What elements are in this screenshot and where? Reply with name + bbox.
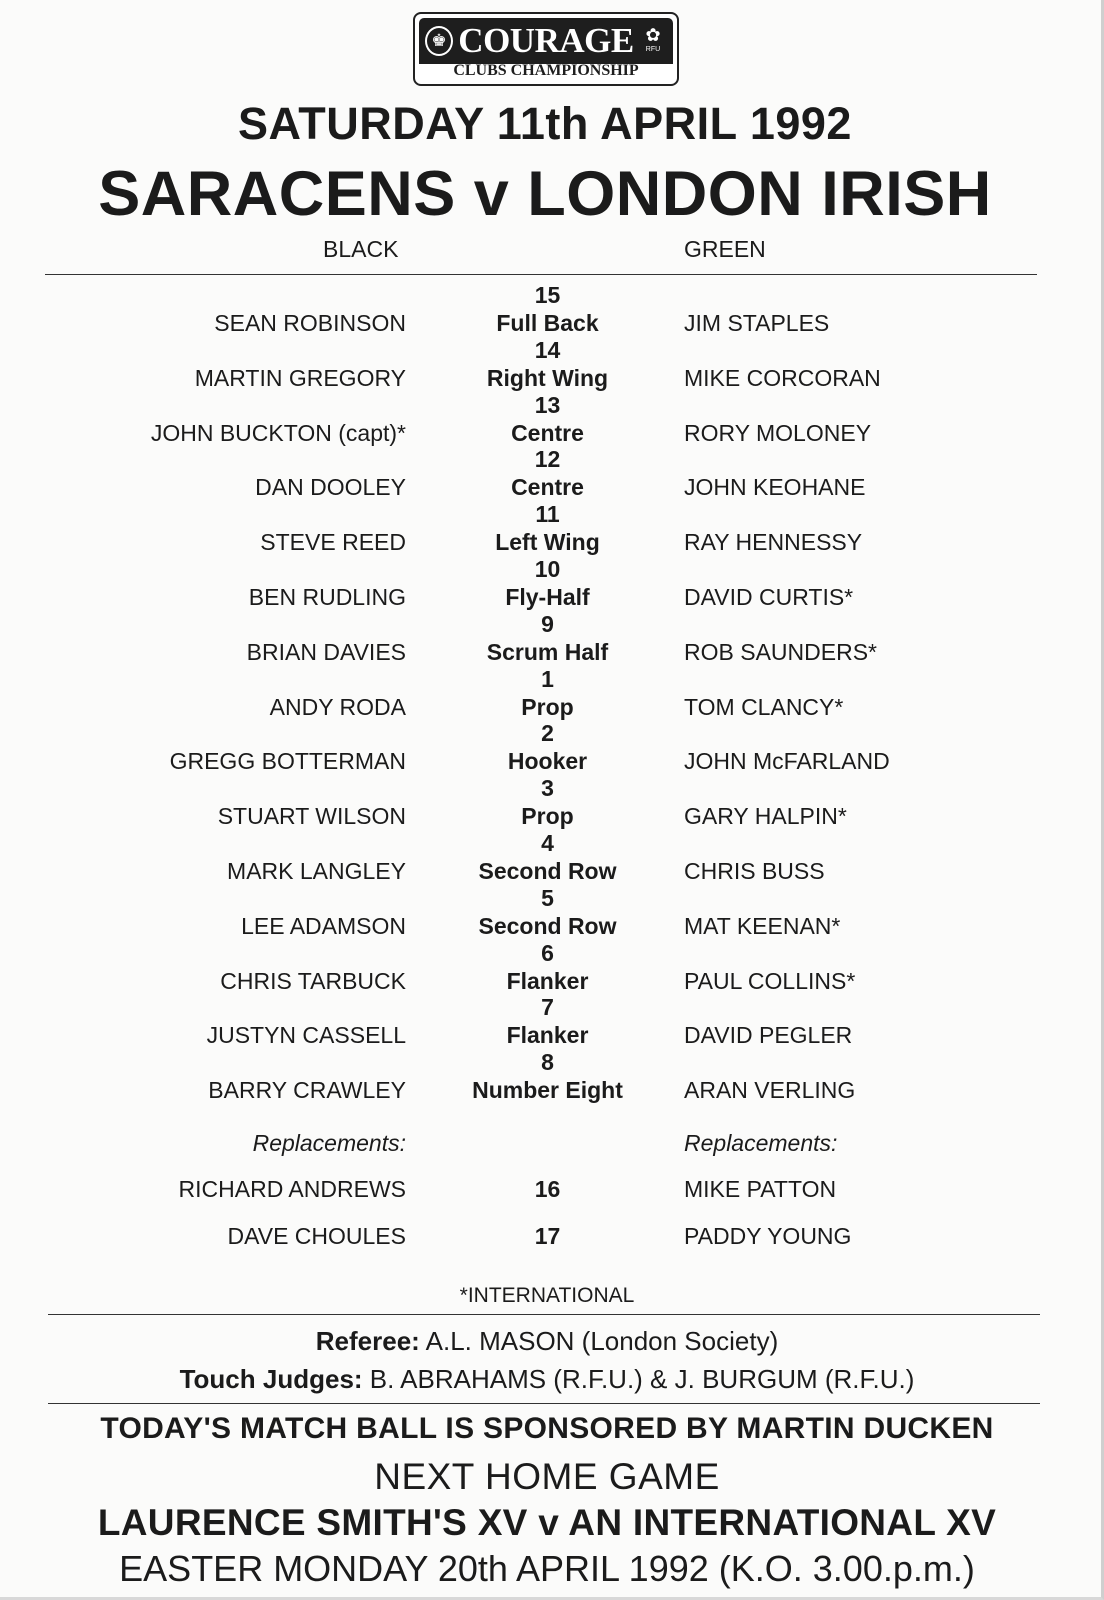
position-number: 5 bbox=[541, 884, 554, 911]
next-home-game-match: LAURENCE SMITH'S XV v AN INTERNATIONAL XV bbox=[97, 1502, 997, 1543]
next-home-game-label: NEXT HOME GAME bbox=[374, 1456, 720, 1497]
position-name: Centre bbox=[511, 474, 584, 501]
position-name: Prop bbox=[521, 693, 574, 720]
away-player: MIKE CORCORAN bbox=[684, 364, 881, 391]
home-player: ANDY RODA bbox=[269, 693, 406, 720]
home-player: MARTIN GREGORY bbox=[194, 364, 406, 391]
home-player: STEVE REED bbox=[260, 529, 406, 556]
courage-logo bbox=[413, 12, 679, 86]
home-player: MARK LANGLEY bbox=[227, 858, 406, 884]
position-number: 3 bbox=[541, 775, 554, 802]
position-number: 11 bbox=[535, 501, 560, 528]
away-player: RAY HENNESSY bbox=[684, 529, 863, 556]
away-player: ROB SAUNDERS* bbox=[684, 638, 877, 665]
match-title: SARACENS v LONDON IRISH bbox=[98, 159, 992, 229]
match-ball-sponsor: TODAY'S MATCH BALL IS SPONSORED BY MARTIN DUCKEN bbox=[100, 1412, 994, 1445]
position-name: Number Eight bbox=[472, 1077, 623, 1104]
away-replacement: PADDY YOUNG bbox=[684, 1223, 852, 1249]
position-name: Prop bbox=[521, 803, 574, 830]
home-player: LEE ADAMSON bbox=[241, 912, 406, 939]
position-number: 15 bbox=[534, 282, 561, 308]
position-name: Flanker bbox=[506, 967, 589, 994]
home-player: GREGG BOTTERMAN bbox=[169, 748, 406, 775]
away-player: PAUL COLLINS* bbox=[684, 967, 856, 994]
position-name: Fly-Half bbox=[505, 584, 590, 610]
referee-label: Referee: bbox=[315, 1326, 420, 1356]
home-player: JOHN BUCKTON (capt)* bbox=[150, 419, 406, 446]
home-player: BRIAN DAVIES bbox=[246, 638, 406, 665]
position-name: Centre bbox=[511, 419, 584, 446]
position-number: 2 bbox=[541, 720, 554, 747]
away-player: GARY HALPIN* bbox=[684, 803, 847, 830]
home-player: CHRIS TARBUCK bbox=[220, 967, 406, 994]
away-player: DAVID CURTIS* bbox=[684, 584, 854, 610]
away-colour: GREEN bbox=[684, 236, 766, 262]
home-replacement: DAVE CHOULES bbox=[227, 1223, 406, 1249]
logo-banner bbox=[419, 18, 673, 64]
position-name: Hooker bbox=[507, 748, 588, 775]
position-name: Second Row bbox=[478, 912, 617, 939]
international-footnote: *INTERNATIONAL bbox=[459, 1284, 635, 1307]
position-name: Left Wing bbox=[495, 529, 600, 556]
away-player: TOM CLANCY* bbox=[684, 693, 844, 720]
position-number: 4 bbox=[541, 830, 554, 856]
position-number: 14 bbox=[534, 336, 561, 363]
position-number: 7 bbox=[541, 994, 554, 1021]
position-number: 10 bbox=[534, 556, 561, 582]
home-player: STUART WILSON bbox=[217, 803, 406, 830]
referee-line bbox=[0, 1326, 1094, 1357]
position-number: 8 bbox=[541, 1049, 554, 1076]
home-player: JUSTYN CASSELL bbox=[206, 1022, 406, 1049]
position-name: Flanker bbox=[506, 1022, 589, 1049]
divider-mid bbox=[48, 1314, 1040, 1315]
position-name: Full Back bbox=[496, 310, 599, 336]
divider-top bbox=[45, 274, 1037, 275]
home-player: SEAN ROBINSON bbox=[214, 310, 406, 336]
match-date: SATURDAY 11th APRIL 1992 bbox=[238, 98, 852, 149]
position-name: Scrum Half bbox=[486, 638, 609, 665]
home-replacement: RICHARD ANDREWS bbox=[178, 1176, 406, 1202]
referee-name: A.L. MASON (London Society) bbox=[425, 1326, 779, 1356]
divider-bottom bbox=[48, 1403, 1040, 1404]
position-number: 6 bbox=[541, 939, 554, 966]
position-number: 9 bbox=[541, 610, 554, 637]
away-player: JOHN KEOHANE bbox=[684, 474, 866, 501]
position-name: Second Row bbox=[478, 858, 617, 884]
replacement-number: 17 bbox=[534, 1223, 561, 1249]
next-home-game-date: EASTER MONDAY 20th APRIL 1992 (K.O. 3.00.p.m.) bbox=[119, 1548, 975, 1589]
away-player: MAT KEENAN* bbox=[684, 912, 841, 939]
away-player: ARAN VERLING bbox=[684, 1077, 856, 1104]
touch-judges-names: B. ABRAHAMS (R.F.U.) & J. BURGUM (R.F.U.) bbox=[369, 1364, 915, 1394]
rose-icon: ✿ RFU bbox=[645, 25, 661, 53]
away-replacements-label: Replacements: bbox=[684, 1130, 838, 1156]
touch-judges-label: Touch Judges: bbox=[179, 1364, 363, 1394]
home-player: DAN DOOLEY bbox=[255, 474, 406, 501]
position-name: Right Wing bbox=[486, 364, 609, 391]
position-number: 1 bbox=[541, 665, 554, 692]
touch-judges-line bbox=[0, 1364, 1094, 1395]
away-player: JIM STAPLES bbox=[684, 310, 830, 336]
away-player: DAVID PEGLER bbox=[684, 1022, 853, 1049]
position-number: 13 bbox=[534, 391, 561, 418]
away-player: JOHN McFARLAND bbox=[684, 748, 890, 775]
home-player: BARRY CRAWLEY bbox=[208, 1077, 406, 1104]
logo-word: COURAGE bbox=[458, 21, 634, 60]
home-replacements-label: Replacements: bbox=[252, 1130, 406, 1156]
home-player: BEN RUDLING bbox=[248, 584, 406, 610]
away-player: CHRIS BUSS bbox=[684, 858, 825, 884]
replacement-number: 16 bbox=[534, 1176, 561, 1202]
away-player: RORY MOLONEY bbox=[684, 419, 872, 446]
away-replacement: MIKE PATTON bbox=[684, 1176, 837, 1202]
home-colour: BLACK bbox=[323, 236, 399, 262]
position-number: 12 bbox=[534, 446, 561, 473]
logo-subtitle: CLUBS CHAMPIONSHIP bbox=[453, 62, 639, 79]
cockerel-icon: ♚ bbox=[425, 26, 453, 56]
